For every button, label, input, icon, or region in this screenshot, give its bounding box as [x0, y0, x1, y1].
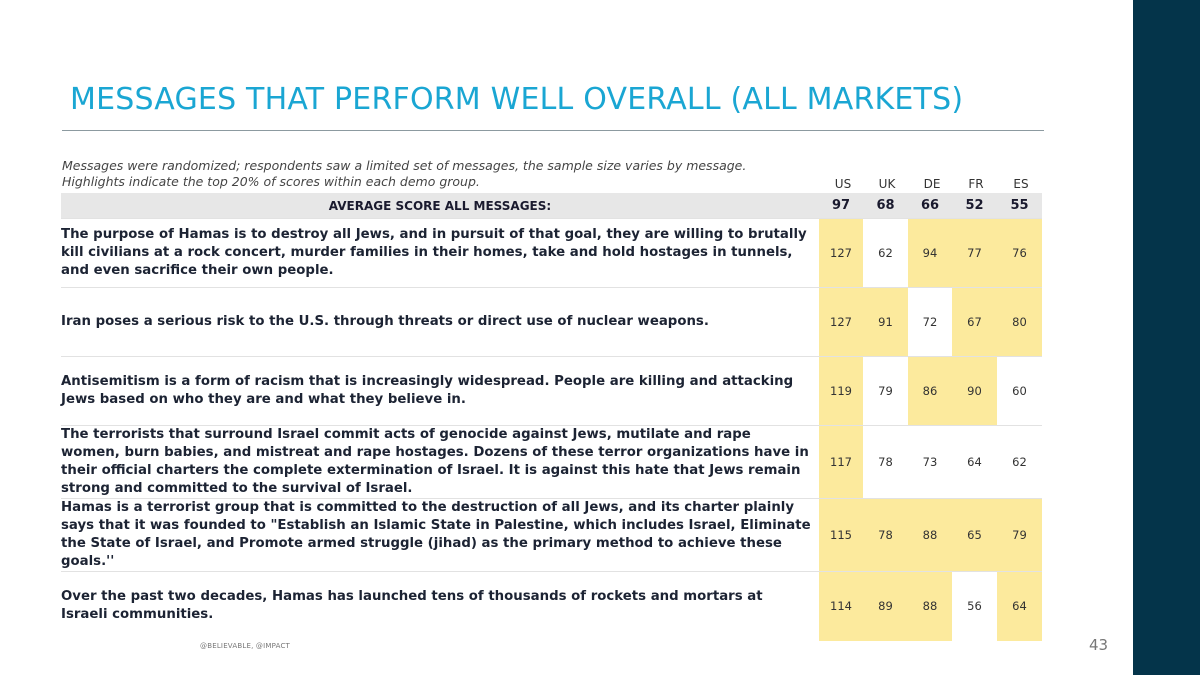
average-es: 55 — [997, 193, 1042, 219]
score-es: 60 — [997, 357, 1042, 426]
score-uk: 79 — [863, 357, 908, 426]
score-de: 88 — [908, 499, 952, 572]
score-de: 86 — [908, 357, 952, 426]
score-us: 127 — [819, 219, 863, 288]
score-uk: 91 — [863, 288, 908, 357]
column-header-fr: FR — [968, 177, 984, 191]
average-score-row — [61, 193, 1042, 219]
table-row — [61, 426, 1042, 499]
score-es: 80 — [997, 288, 1042, 357]
score-uk: 89 — [863, 572, 908, 641]
score-fr: 90 — [952, 357, 997, 426]
page-number: 43 — [1089, 636, 1109, 654]
score-fr: 56 — [952, 572, 997, 641]
score-de: 94 — [908, 219, 952, 288]
table-row — [61, 572, 1042, 641]
message-text: Iran poses a serious risk to the U.S. through threats or direct use of nuclear weapons. — [61, 288, 819, 357]
column-header-uk: UK — [878, 177, 896, 191]
average-de: 66 — [908, 193, 952, 219]
score-de: 88 — [908, 572, 952, 641]
table-row — [61, 219, 1042, 288]
page-title: MESSAGES THAT PERFORM WELL OVERALL (ALL MARKETS) — [70, 82, 964, 117]
table-row — [61, 499, 1042, 572]
note-line-2: Highlights indicate the top 20% of scores within each demo group. — [62, 174, 480, 189]
footer-handles: @BELIEVABLE, @IMPACT — [200, 642, 291, 650]
score-uk: 78 — [863, 499, 908, 572]
title-divider — [62, 130, 1044, 131]
message-text: Hamas is a terrorist group that is committed to the destruction of all Jews, and its charter plainly says that it was founded to "Establish an Islamic State in Palestine, which includes Israel, Eliminate the State of Israel, and Promote armed struggle (jihad) as the primary method to achieve these goals.'' — [61, 499, 819, 572]
column-header-es: ES — [1013, 177, 1029, 191]
score-es: 76 — [997, 219, 1042, 288]
message-score-table — [61, 193, 1042, 641]
score-es: 62 — [997, 426, 1042, 499]
score-us: 119 — [819, 357, 863, 426]
column-header-us: US — [834, 177, 852, 191]
score-fr: 67 — [952, 288, 997, 357]
score-es: 79 — [997, 499, 1042, 572]
message-text: Antisemitism is a form of racism that is increasingly widespread. People are killing and attacking Jews based on who they are and what they believe in. — [61, 357, 819, 426]
table-row — [61, 288, 1042, 357]
score-fr: 77 — [952, 219, 997, 288]
score-uk: 78 — [863, 426, 908, 499]
column-header-de: DE — [923, 177, 941, 191]
average-uk: 68 — [863, 193, 908, 219]
score-us: 117 — [819, 426, 863, 499]
score-de: 73 — [908, 426, 952, 499]
message-text: The terrorists that surround Israel commit acts of genocide against Jews, mutilate and rape women, burn babies, and mistreat and rape hostages. Dozens of these terror organizations have in their official charters the complete extermination of Israel. It is against this hate that Jews remain strong and committed to the survival of Israel. — [61, 426, 819, 499]
score-us: 114 — [819, 572, 863, 641]
score-fr: 64 — [952, 426, 997, 499]
methodology-note — [62, 158, 822, 190]
table-row — [61, 357, 1042, 426]
average-fr: 52 — [952, 193, 997, 219]
message-text: Over the past two decades, Hamas has launched tens of thousands of rockets and mortars at Israeli communities. — [61, 572, 819, 641]
score-de: 72 — [908, 288, 952, 357]
score-es: 64 — [997, 572, 1042, 641]
score-us: 127 — [819, 288, 863, 357]
note-line-1: Messages were randomized; respondents saw a limited set of messages, the sample size varies by message. — [62, 158, 747, 173]
message-text: The purpose of Hamas is to destroy all Jews, and in pursuit of that goal, they are willing to brutally kill civilians at a rock concert, murder families in their homes, take and hold hostages in tunnels, and even sacrifice their own people. — [61, 219, 819, 288]
average-us: 97 — [819, 193, 863, 219]
average-score-label: AVERAGE SCORE ALL MESSAGES: — [61, 193, 819, 219]
score-uk: 62 — [863, 219, 908, 288]
score-fr: 65 — [952, 499, 997, 572]
side-accent-bar — [1133, 0, 1200, 675]
score-us: 115 — [819, 499, 863, 572]
